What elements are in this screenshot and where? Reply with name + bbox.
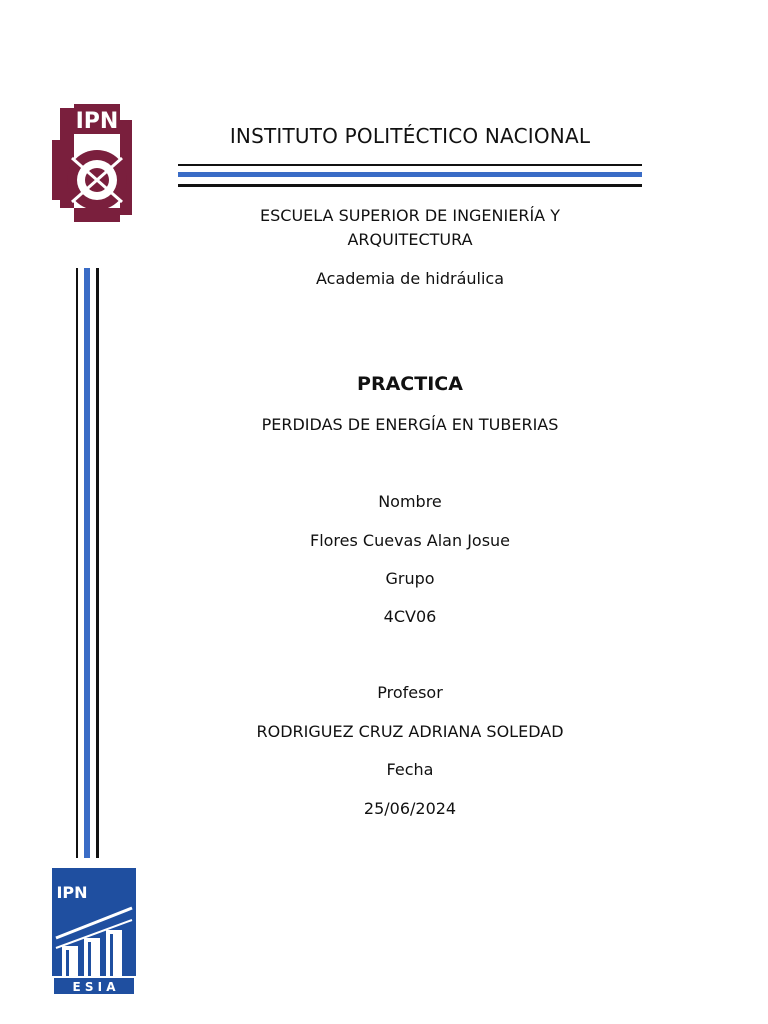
date-label: Fecha <box>386 760 434 779</box>
teacher-label: Profesor <box>377 683 443 702</box>
group-value: 4CV06 <box>383 607 437 626</box>
teacher-name: RODRIGUEZ CRUZ ADRIANA SOLEDAD <box>256 722 564 741</box>
name-label: Nombre <box>378 492 442 511</box>
header-rule-bottom <box>178 184 642 187</box>
side-rule-right <box>96 268 99 858</box>
side-rule-blue <box>84 268 90 858</box>
group-label: Grupo <box>385 569 435 588</box>
school-name: ESCUELA SUPERIOR DE INGENIERÍA Y ARQUITECTURA <box>260 206 560 249</box>
ipn-logo <box>50 100 140 230</box>
date-value: 25/06/2024 <box>363 799 457 818</box>
header-rule-top <box>178 164 642 166</box>
svg-text:IPN: IPN <box>56 883 88 902</box>
institution-title: INSTITUTO POLITÉCTICO NACIONAL <box>229 124 591 148</box>
esia-logo <box>52 868 136 996</box>
side-rule-left <box>76 268 78 858</box>
svg-text:E S I A: E S I A <box>72 980 116 994</box>
academy-name: Academia de hidráulica <box>315 269 505 288</box>
student-name: Flores Cuevas Alan Josue <box>309 531 511 550</box>
practice-heading: PRACTICA <box>357 373 463 395</box>
svg-text:IPN: IPN <box>75 109 119 134</box>
header-rule-blue <box>178 172 642 177</box>
practice-subject: PERDIDAS DE ENERGÍA EN TUBERIAS <box>261 415 559 434</box>
